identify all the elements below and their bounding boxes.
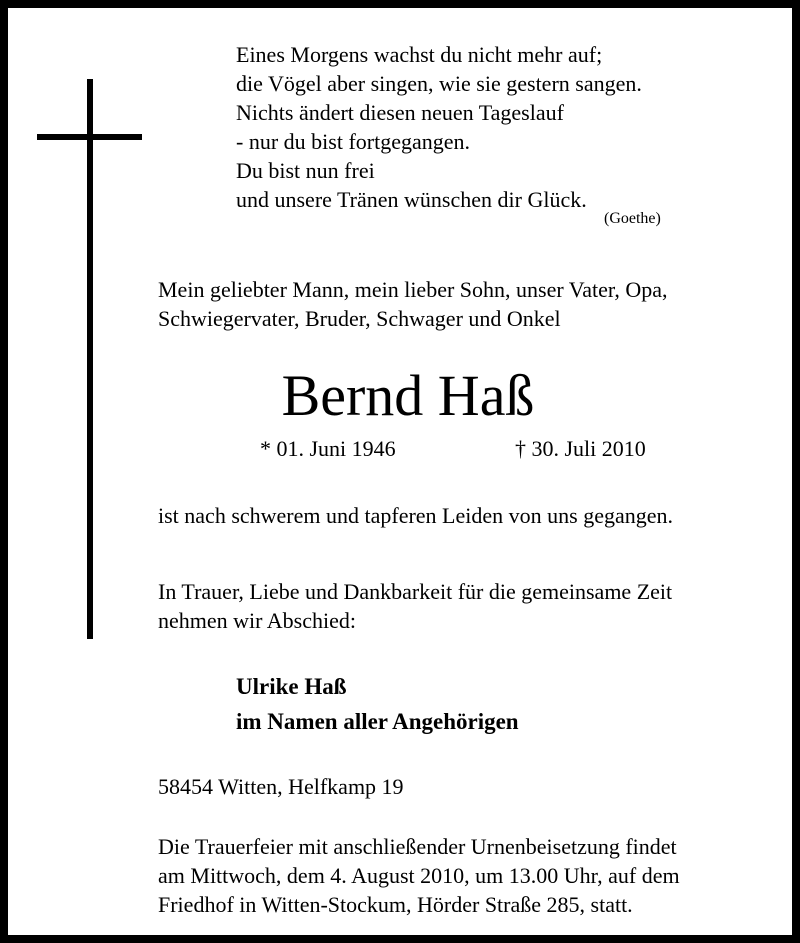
intro-line: Mein geliebter Mann, mein lieber Sohn, unser Vater, Opa,: [158, 277, 668, 302]
poem-author: (Goethe): [604, 210, 661, 227]
cross-vertical-bar: [87, 79, 93, 639]
poem-line: Nichts ändert diesen neuen Tageslauf: [236, 100, 564, 125]
death-date: † 30. Juli 2010: [515, 436, 646, 461]
service-line: Die Trauerfeier mit anschließender Urnenbeisetzung findet: [158, 834, 677, 859]
intro-line: Schwiegervater, Bruder, Schwager und Onkel: [158, 306, 561, 331]
relationship-intro: [158, 275, 667, 333]
poem-line: - nur du bist fortgegangen.: [236, 129, 470, 154]
signature-line: im Namen aller Angehörigen: [236, 709, 519, 734]
deceased-name: Bernd Haß: [281, 363, 535, 428]
service-line: am Mittwoch, dem 4. August 2010, um 13.00 Uhr, auf dem: [158, 863, 680, 888]
birth-date: * 01. Juni 1946: [260, 436, 396, 461]
poem-line: die Vögel aber singen, wie sie gestern sangen.: [236, 71, 642, 96]
cross-horizontal-bar: [37, 134, 142, 140]
signature-line: Ulrike Haß: [236, 674, 347, 699]
mourners-signature: [236, 669, 519, 739]
poem: [236, 40, 642, 214]
family-address: 58454 Witten, Helfkamp 19: [158, 774, 404, 799]
poem-line: Eines Morgens wachst du nicht mehr auf;: [236, 42, 603, 67]
poem-line: Du bist nun frei: [236, 158, 375, 183]
poem-line: und unsere Tränen wünschen dir Glück.: [236, 187, 587, 212]
farewell-line: In Trauer, Liebe und Dankbarkeit für die gemeinsame Zeit: [158, 579, 673, 604]
passing-statement: ist nach schwerem und tapferen Leiden von uns gegangen.: [158, 503, 673, 528]
funeral-service-info: [158, 832, 680, 919]
farewell-line: nehmen wir Abschied:: [158, 608, 356, 633]
service-line: Friedhof in Witten-Stockum, Hörder Straße 285, statt.: [158, 892, 633, 917]
farewell-text: [158, 577, 672, 635]
